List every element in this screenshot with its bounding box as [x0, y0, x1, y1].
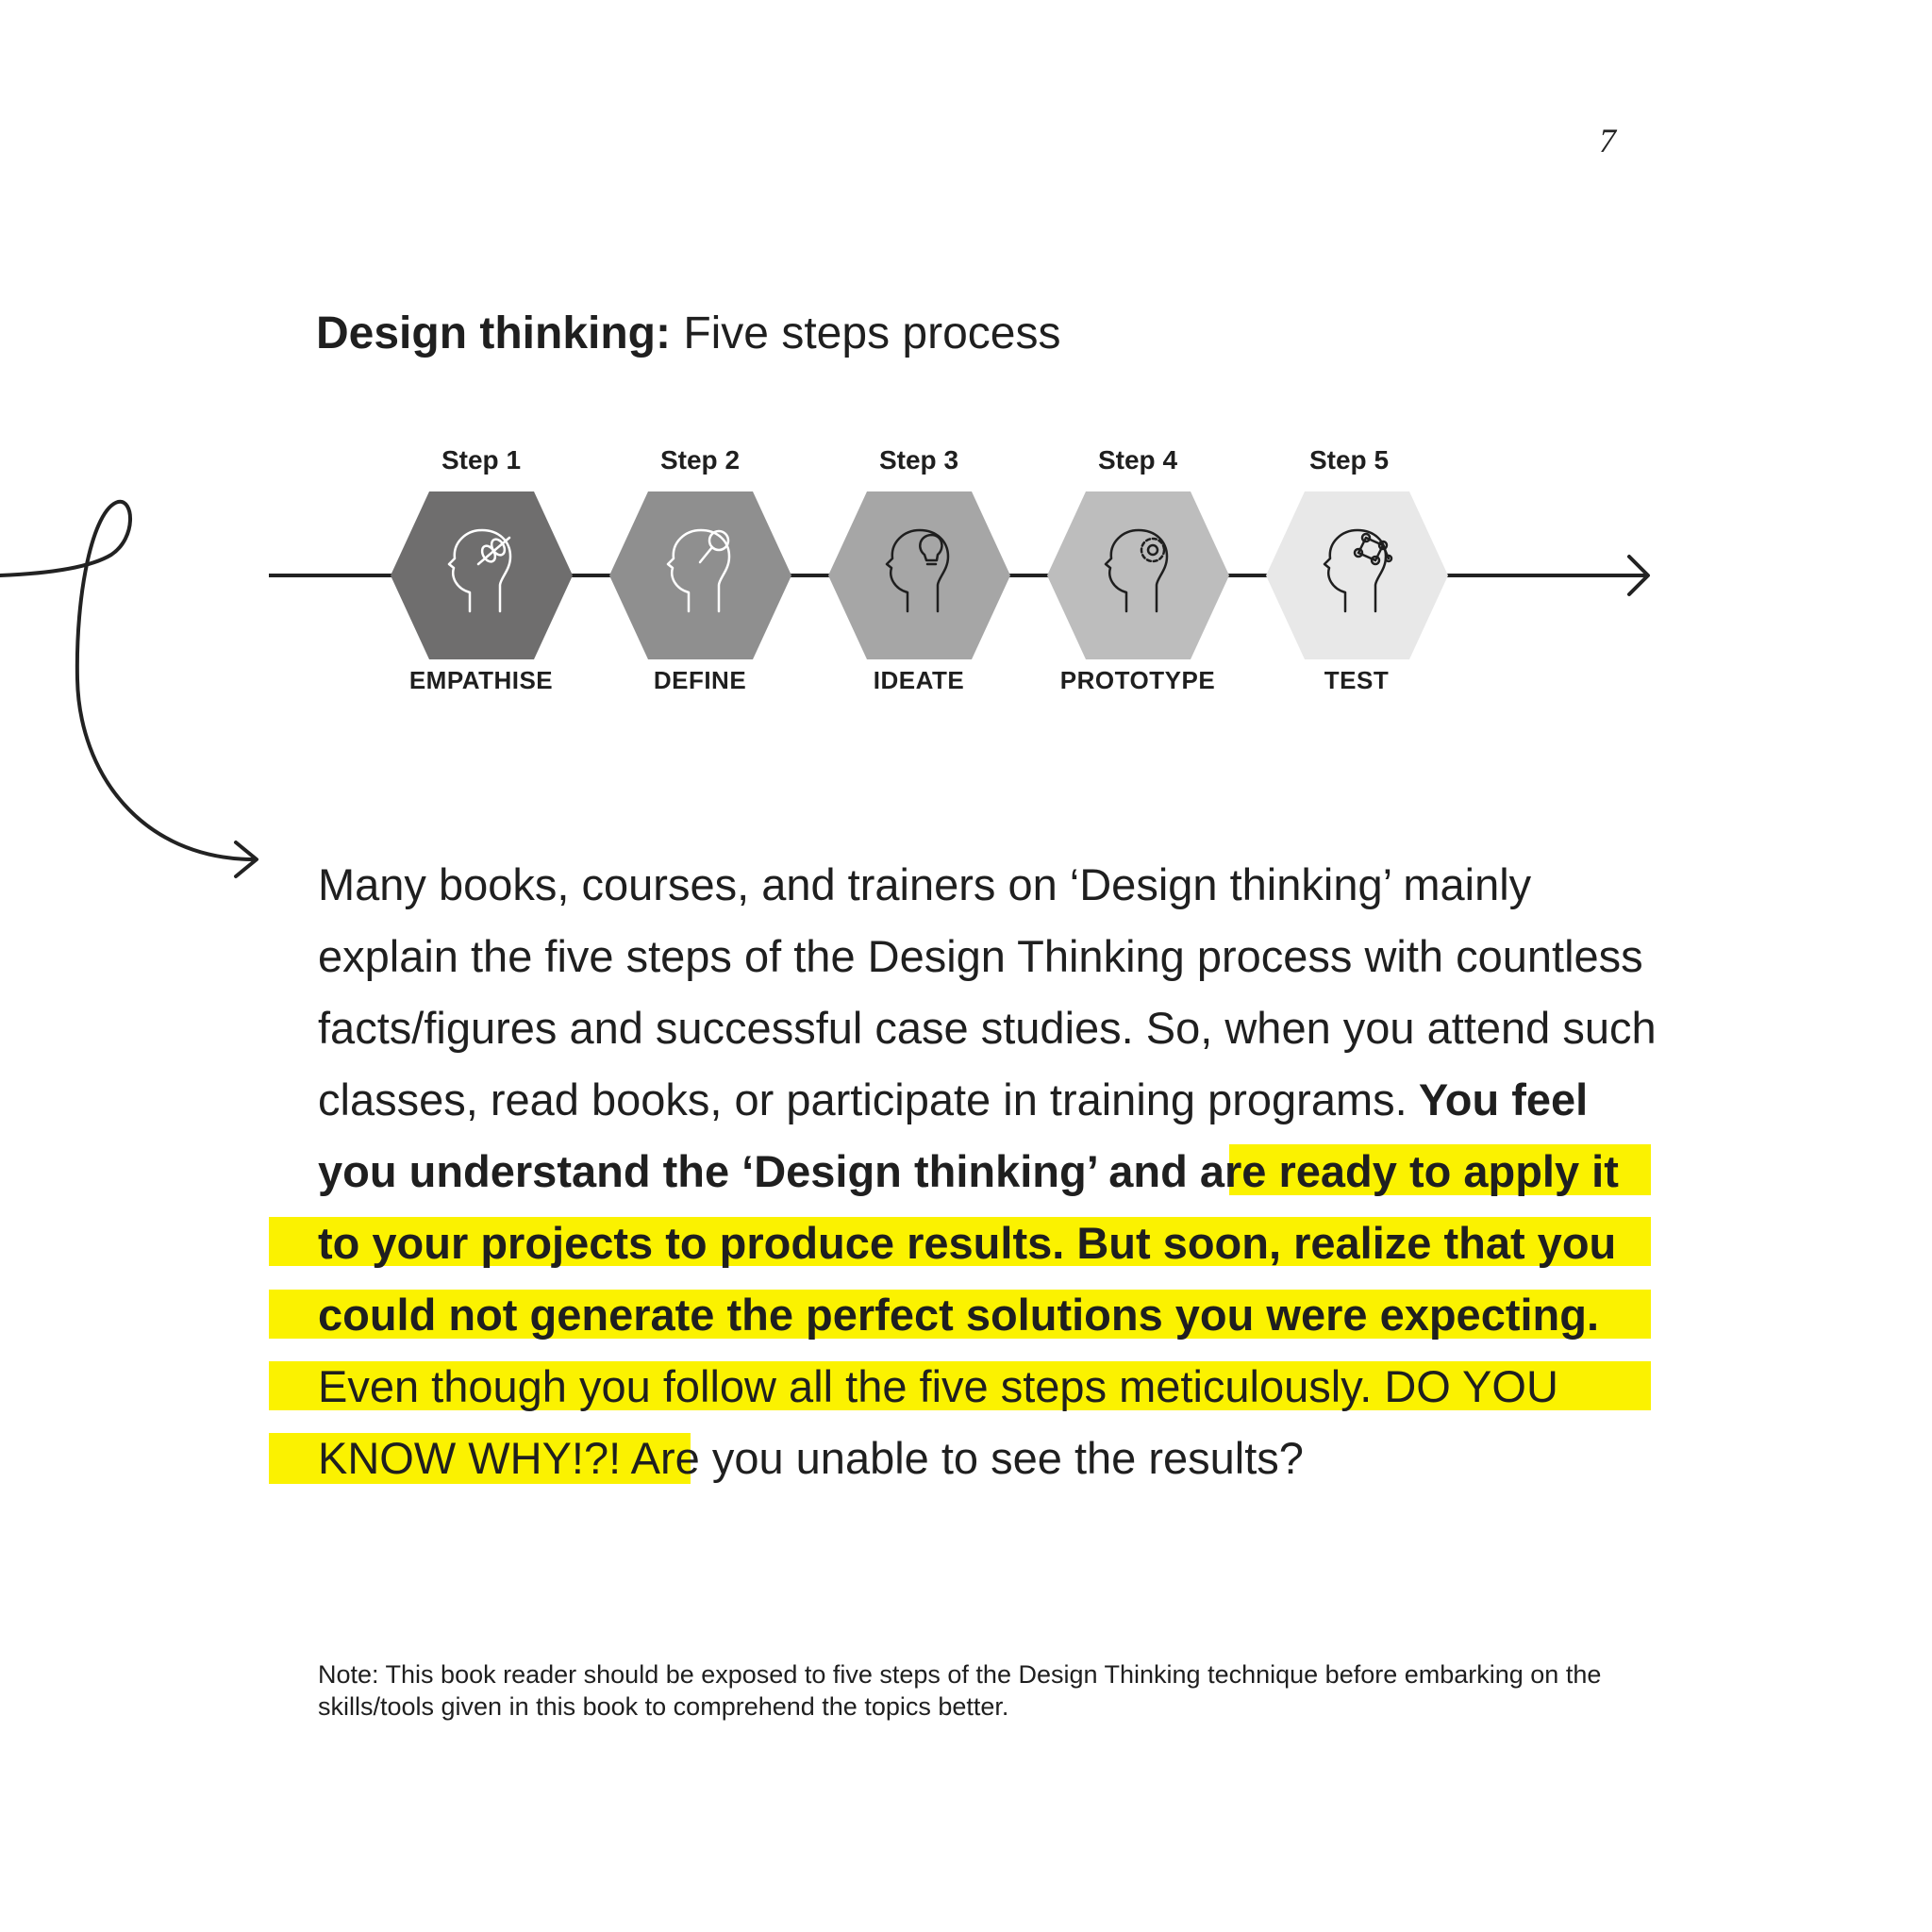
page-number: 7 — [1599, 122, 1616, 159]
section-title-rest: Five steps process — [670, 308, 1061, 358]
step-4-hexagon — [1047, 491, 1229, 659]
step-4-name: PROTOTYPE — [1059, 666, 1216, 694]
step-3-hexagon — [828, 491, 1010, 659]
step-5-hexagon — [1266, 491, 1448, 659]
body-paragraph — [318, 849, 1667, 1494]
body-outro: Even though you follow all the five steps meticulously. DO YOU KNOW WHY!?! Are you unable to see the results? — [318, 1361, 1558, 1483]
step-5-name: TEST — [1324, 666, 1390, 694]
curved-arrow-icon — [0, 491, 283, 887]
body-highlighted-text: You feel you understand the ‘Design thinking’ and are ready to apply it to your projects to produce results. But soon, realize that you could not generate the perfect solutions you were expecting. — [318, 1074, 1619, 1340]
step-3-label: Step 3 — [878, 445, 959, 475]
step-2-label: Step 2 — [659, 445, 741, 475]
step-2-name: DEFINE — [653, 666, 747, 694]
section-title-bold: Design thinking: — [316, 308, 671, 358]
footnote: Note: This book reader should be exposed to five steps of the Design Thinking technique before embarking on the skills/tools given in this book to comprehend the topics better. — [318, 1660, 1602, 1721]
step-2-hexagon — [609, 491, 791, 659]
step-5-label: Step 5 — [1308, 445, 1390, 475]
step-3-name: IDEATE — [873, 666, 965, 694]
section-title — [316, 308, 1060, 359]
step-1-label: Step 1 — [441, 445, 522, 475]
step-1-name: EMPATHISE — [408, 666, 554, 694]
body-intro: Many books, courses, and trainers on ‘Design thinking’ mainly explain the five steps of the Design Thinking process with countless facts/figures and successful case studies. So, when you attend such classes, read books, or participate in training programs. — [318, 859, 1657, 1124]
step-4-label: Step 4 — [1097, 445, 1178, 475]
five-steps-diagram — [0, 415, 1932, 736]
step-1-hexagon — [391, 491, 573, 659]
